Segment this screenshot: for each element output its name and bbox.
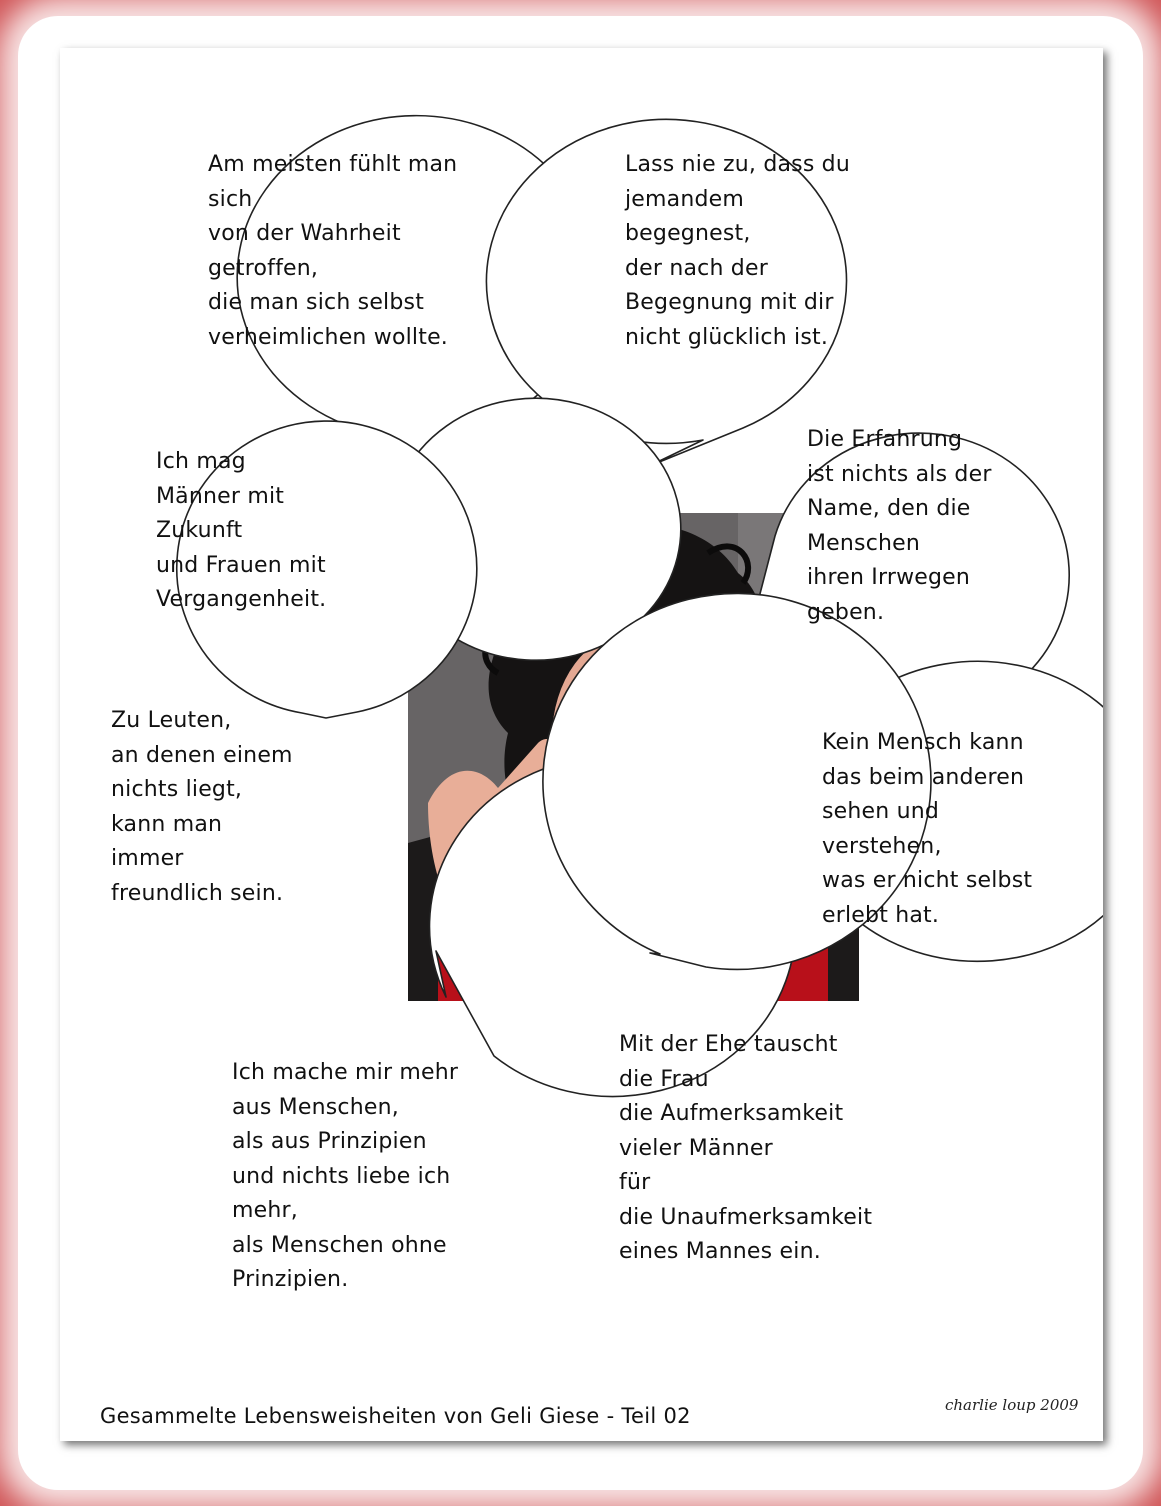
quote-bottom-right: Mit der Ehe tauscht die Frau die Aufmerksamkeit vieler Männer für die Unaufmerksamkeit eines Mannes ein.: [619, 1032, 873, 1264]
quote-top-right: Lass nie zu, dass du jemandem begegnest, der nach der Begegnung mit dir nicht glücklich ist.: [625, 152, 850, 350]
footer-title: Gesammelte Lebensweisheiten von Geli Giese - Teil 02: [100, 1404, 691, 1428]
poster-page: [60, 48, 1103, 1441]
quote-mid-right: Die Erfahrung ist nichts als der Name, den die Menschen ihren Irrwegen geben.: [807, 427, 992, 625]
quote-bottom-left: Ich mache mir mehr aus Menschen, als aus Prinzipien und nichts liebe ich mehr, als Menschen ohne Prinzipien.: [232, 1060, 459, 1292]
quote-mid-left: Ich mag Männer mit Zukunft und Frauen mit Vergangenheit.: [156, 449, 327, 612]
author-credit: charlie loup 2009: [945, 1396, 1079, 1414]
quote-low-left: Zu Leuten, an denen einem nichts liegt, kann man immer freundlich sein.: [111, 708, 293, 906]
quote-low-right: Kein Mensch kann das beim anderen sehen und verstehen, was er nicht selbst erlebt hat.: [822, 730, 1033, 928]
quote-top-left: Am meisten fühlt man sich von der Wahrheit getroffen, die man sich selbst verheimlichen wollte.: [208, 152, 458, 350]
